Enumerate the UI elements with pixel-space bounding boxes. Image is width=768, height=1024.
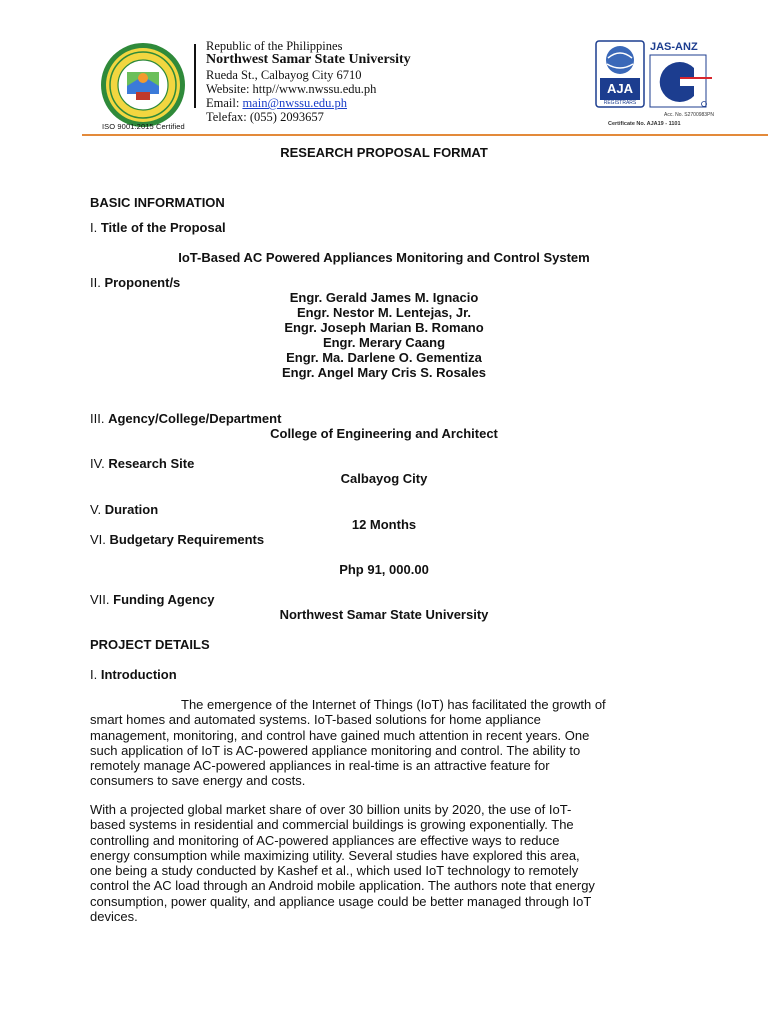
research-site-value: Calbayog City bbox=[340, 471, 428, 486]
section-label: Funding Agency bbox=[113, 592, 215, 607]
certification-logo bbox=[594, 38, 714, 128]
header-divider bbox=[194, 44, 196, 108]
section-number: VII. bbox=[90, 592, 114, 607]
funding-agency-value: Northwest Samar State University bbox=[279, 607, 489, 622]
section-number: I. bbox=[90, 220, 101, 235]
section-number: III. bbox=[90, 411, 109, 426]
section-label: Agency/College/Department bbox=[108, 411, 282, 426]
iso-certified-label: ISO 9001:2015 Certified bbox=[102, 122, 185, 131]
cert-aja-text: AJA bbox=[606, 81, 634, 96]
proponent-name: Engr. Angel Mary Cris S. Rosales bbox=[282, 365, 486, 380]
proponent-name: Engr. Nestor M. Lentejas, Jr. bbox=[296, 305, 472, 320]
email-line bbox=[206, 96, 411, 110]
agency-value: College of Engineering and Architect bbox=[270, 426, 498, 441]
intro-paragraph-2 bbox=[90, 802, 690, 924]
proponent-name: Engr. Joseph Marian B. Romano bbox=[284, 320, 484, 335]
proponent-name: Engr. Gerald James M. Ignacio bbox=[289, 290, 479, 305]
paragraph-line: remotely manage AC-powered appliances in real-time is an attractive feature for bbox=[90, 758, 550, 774]
intro-paragraph-1 bbox=[90, 697, 690, 789]
email-link[interactable]: main@nwssu.edu.ph bbox=[242, 96, 348, 111]
section-title-of-proposal bbox=[90, 220, 226, 235]
paragraph-line: management, monitoring, and control have gained much attention in recent years. One bbox=[90, 727, 590, 743]
paragraph-line: such application of IoT is AC-powered appliance monitoring and control. The ability to bbox=[90, 742, 581, 758]
paragraph-line: With a projected global market share of over 30 billion units by 2020, the use of IoT- bbox=[90, 802, 572, 817]
paragraph-line: consumption, power quality, and appliance usage could be better managed through IoT bbox=[90, 893, 592, 909]
paragraph-line: energy consumption while maximizing utility. Several studies have explored this area, bbox=[90, 847, 580, 863]
section-label: Title of the Proposal bbox=[100, 220, 226, 235]
cert-registrars-text: REGISTRARS bbox=[603, 100, 637, 106]
paragraph-line: controlling and monitoring of AC-powered appliances are effective ways to reduce bbox=[90, 832, 560, 848]
proposal-title-value: IoT-Based AC Powered Appliances Monitoring and Control System bbox=[178, 250, 590, 265]
basic-info-heading: BASIC INFORMATION bbox=[90, 195, 225, 210]
cert-number-text: Certificate No. AJA19 - 1101 bbox=[608, 121, 681, 127]
letterhead bbox=[206, 39, 411, 125]
paragraph-line: control the AC load through an Android mobile application. The authors note that energy bbox=[90, 878, 595, 894]
website-text: Website: http//www.nwssu.edu.ph bbox=[206, 81, 377, 96]
email-label: Email: bbox=[206, 96, 243, 111]
section-label: Research Site bbox=[108, 456, 195, 471]
section-number: V. bbox=[90, 502, 105, 517]
proponent-name: Engr. Merary Caang bbox=[322, 335, 446, 350]
university-name: Northwest Samar State University bbox=[206, 52, 411, 68]
paragraph-line: The emergence of the Internet of Things (IoT) has facilitated the growth of bbox=[181, 697, 606, 712]
proponent-name: Engr. Ma. Darlene O. Gementiza bbox=[286, 350, 482, 365]
section-number: II. bbox=[90, 275, 105, 290]
section-duration bbox=[90, 502, 158, 517]
section-number: IV. bbox=[90, 456, 109, 471]
section-number: I. bbox=[90, 667, 101, 682]
university-seal-logo bbox=[100, 42, 186, 128]
header-rule bbox=[82, 134, 768, 136]
country-text: Republic of the Philippines bbox=[206, 39, 343, 53]
document-title: RESEARCH PROPOSAL FORMAT bbox=[280, 145, 488, 160]
paragraph-line: based systems in residential and commercial buildings is growing exponentially. The bbox=[90, 817, 574, 833]
section-research-site bbox=[90, 456, 194, 471]
section-label: Introduction bbox=[100, 667, 177, 682]
section-label: Budgetary Requirements bbox=[109, 532, 265, 547]
section-agency bbox=[90, 411, 281, 426]
section-label: Proponent/s bbox=[104, 275, 181, 290]
section-proponents bbox=[90, 275, 180, 290]
section-funding-agency bbox=[90, 592, 214, 607]
paragraph-line: smart homes and automated systems. IoT-based solutions for home appliance bbox=[90, 712, 541, 728]
paragraph-line: consumers to save energy and costs. bbox=[90, 773, 306, 789]
section-budget bbox=[90, 532, 264, 547]
paragraph-line: devices. bbox=[90, 909, 138, 925]
section-label: Duration bbox=[104, 502, 159, 517]
section-introduction bbox=[90, 667, 177, 682]
section-number: VI. bbox=[90, 532, 110, 547]
project-details-heading: PROJECT DETAILS bbox=[90, 637, 210, 652]
address-text: Rueda St., Calbayog City 6710 bbox=[206, 67, 362, 82]
cert-acc-text: Acc. No. S2700983PN bbox=[664, 112, 714, 118]
telefax-text: Telefax: (055) 2093657 bbox=[206, 110, 324, 125]
cert-brand-text: JAS-ANZ bbox=[650, 41, 698, 53]
budget-value: Php 91, 000.00 bbox=[339, 562, 429, 577]
paragraph-line: one being a study conducted by Kashef et al., which used IoT technology to remotely bbox=[90, 863, 579, 879]
duration-value: 12 Months bbox=[351, 517, 417, 532]
